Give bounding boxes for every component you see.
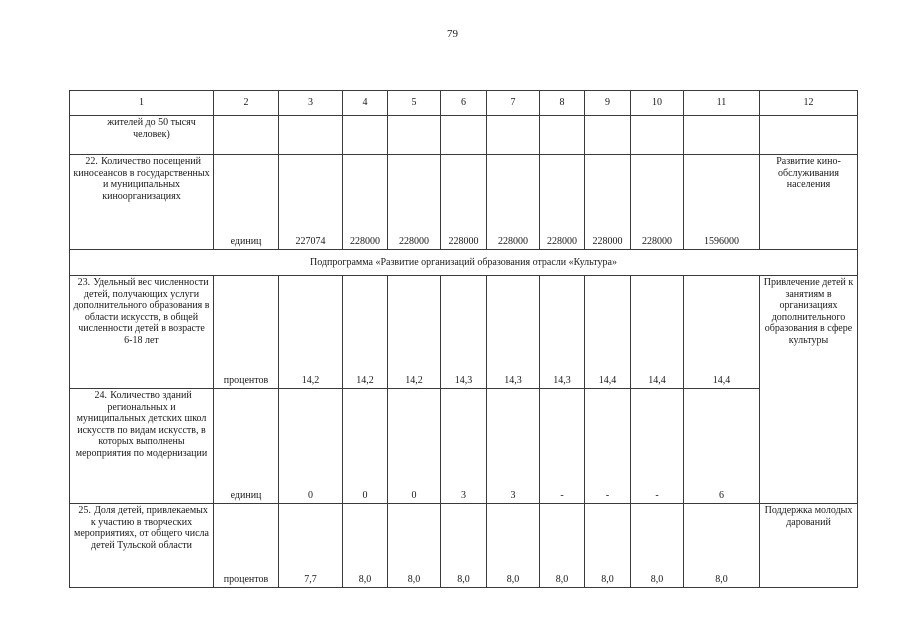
row-description: 22. Количество посещений киносеансов в государственных и муниципальных кинoорганизациях: [70, 155, 214, 250]
table-row: [70, 155, 858, 250]
page-number: 79: [447, 28, 458, 40]
value-cell: 14,4: [684, 276, 760, 389]
header-row: [70, 91, 858, 116]
continuation-text: жителей до 50 тысяч человек): [70, 116, 214, 155]
value-cell: 228000: [487, 155, 540, 250]
value-cell: 7,7: [279, 504, 343, 588]
unit-cell: процентов: [214, 276, 279, 389]
value-cell: 8,0: [540, 504, 585, 588]
value-cell: 227074: [279, 155, 343, 250]
value-cell: 1596000: [684, 155, 760, 250]
table-row: [70, 276, 858, 389]
column-header: 2: [214, 91, 279, 116]
value-cell: 14,3: [487, 276, 540, 389]
column-header: 4: [343, 91, 388, 116]
table-row: [70, 389, 858, 504]
value-cell: 228000: [343, 155, 388, 250]
value-cell: 3: [441, 389, 487, 504]
value-cell: 228000: [631, 155, 684, 250]
value-cell: 8,0: [343, 504, 388, 588]
value-cell: -: [585, 389, 631, 504]
column-header: 6: [441, 91, 487, 116]
value-cell: 228000: [441, 155, 487, 250]
indicators-table: [69, 90, 858, 588]
row-description: 25. Доля детей, привлекаемых к участию в творческих мероприятиях, от общего числа детей Тульской области: [70, 504, 214, 588]
table-row: [70, 504, 858, 588]
column-header: 11: [684, 91, 760, 116]
subprogram-row: [70, 250, 858, 276]
value-cell: 8,0: [684, 504, 760, 588]
unit-cell: единиц: [214, 389, 279, 504]
column-header: 12: [760, 91, 858, 116]
value-cell: -: [631, 389, 684, 504]
row-number: 22.: [85, 156, 98, 167]
row-number: 25.: [78, 505, 91, 516]
row-number: 24.: [94, 390, 108, 401]
value-cell: 8,0: [388, 504, 441, 588]
value-cell: 14,2: [343, 276, 388, 389]
column-header: 9: [585, 91, 631, 116]
unit-cell: единиц: [214, 155, 279, 250]
value-cell: 8,0: [487, 504, 540, 588]
value-cell: 14,3: [441, 276, 487, 389]
value-cell: 0: [279, 389, 343, 504]
value-cell: -: [540, 389, 585, 504]
subprogram-title: Подпрограмма «Развитие организаций образования отрасли «Культура»: [70, 250, 858, 276]
row-description: 24. Количество зданий региональных и муниципальных детских школ искусств по видам искусств, в которых выполнены мероприятия по модернизации: [70, 389, 214, 504]
value-cell: 6: [684, 389, 760, 504]
note-cell: Развитие кино-обслуживания населения: [760, 155, 858, 250]
value-cell: 228000: [540, 155, 585, 250]
table-row: [70, 116, 858, 155]
column-header: 7: [487, 91, 540, 116]
value-cell: 3: [487, 389, 540, 504]
value-cell: 14,2: [388, 276, 441, 389]
unit-cell: процентов: [214, 504, 279, 588]
column-header: 3: [279, 91, 343, 116]
value-cell: 8,0: [441, 504, 487, 588]
value-cell: 0: [388, 389, 441, 504]
value-cell: 8,0: [631, 504, 684, 588]
value-cell: 8,0: [585, 504, 631, 588]
note-cell: Поддержка молодых дарований: [760, 504, 858, 588]
column-header: 8: [540, 91, 585, 116]
row-description: 23. Удельный вес численности детей, получающих услуги дополнительного образования в области искусств, в общей численности детей в возрасте 6-18 лет: [70, 276, 214, 389]
value-cell: 14,2: [279, 276, 343, 389]
row-number: 23.: [77, 277, 91, 288]
value-cell: 14,4: [585, 276, 631, 389]
column-header: 1: [70, 91, 214, 116]
value-cell: 0: [343, 389, 388, 504]
value-cell: 228000: [388, 155, 441, 250]
value-cell: 14,3: [540, 276, 585, 389]
column-header: 5: [388, 91, 441, 116]
column-header: 10: [631, 91, 684, 116]
value-cell: 228000: [585, 155, 631, 250]
note-cell: Привлечение детей к занятиям в организациях дополнительного образования в сфере культуры: [760, 276, 858, 504]
value-cell: 14,4: [631, 276, 684, 389]
